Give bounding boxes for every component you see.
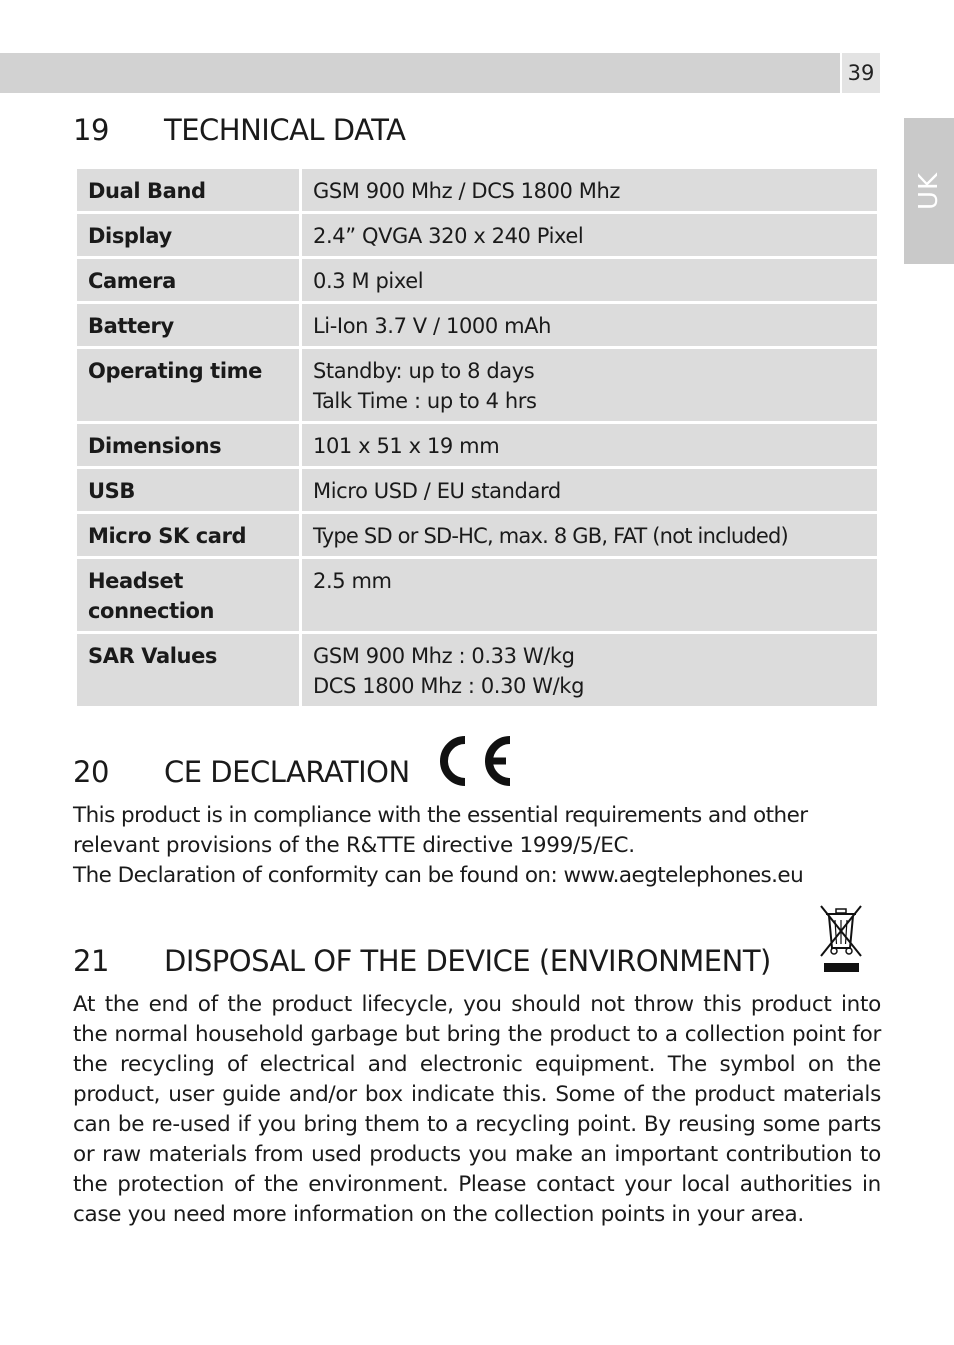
spec-value bbox=[302, 304, 877, 346]
header-bar bbox=[0, 53, 840, 93]
section-number: 21 bbox=[73, 944, 109, 978]
ce-text-line: This product is in compliance with the essential requirements and other bbox=[73, 803, 808, 828]
spec-value-line: DCS 1800 Mhz : 0.30 W/kg bbox=[313, 674, 584, 698]
spec-value bbox=[302, 514, 877, 556]
spec-value-line: Li-Ion 3.7 V / 1000 mAh bbox=[313, 314, 552, 338]
table-row bbox=[77, 559, 877, 631]
spec-key: Operating time bbox=[77, 349, 299, 421]
weee-crossed-bin-icon bbox=[818, 904, 864, 976]
spec-key: SAR Values bbox=[77, 634, 299, 706]
table-row bbox=[77, 514, 877, 556]
table-row bbox=[77, 424, 877, 466]
spec-value-line: Standby: up to 8 days bbox=[313, 359, 535, 383]
table-row bbox=[77, 634, 877, 706]
section-19-heading bbox=[73, 113, 406, 147]
spec-key: Dual Band bbox=[77, 169, 299, 211]
spec-value-line: 2.5 mm bbox=[313, 569, 392, 593]
technical-data-table bbox=[74, 166, 880, 709]
language-tab-label: UK bbox=[914, 171, 944, 211]
spec-value bbox=[302, 214, 877, 256]
table-row bbox=[77, 469, 877, 511]
table-row bbox=[77, 304, 877, 346]
table-row bbox=[77, 349, 877, 421]
spec-value bbox=[302, 634, 877, 706]
section-title: TECHNICAL DATA bbox=[164, 113, 406, 147]
spec-value-line: 0.3 M pixel bbox=[313, 269, 424, 293]
table-row bbox=[77, 259, 877, 301]
spec-key: USB bbox=[77, 469, 299, 511]
page-number: 39 bbox=[842, 53, 880, 93]
spec-key: Headset connection bbox=[77, 559, 299, 631]
spec-value-line: Type SD or SD-HC, max. 8 GB, FAT (not included) bbox=[313, 524, 788, 548]
spec-key: Micro SK card bbox=[77, 514, 299, 556]
ce-text-line: relevant provisions of the R&TTE directive 1999/5/EC. bbox=[73, 833, 635, 858]
language-tab bbox=[904, 118, 954, 264]
spec-value-line: 101 x 51 x 19 mm bbox=[313, 434, 500, 458]
spec-value bbox=[302, 469, 877, 511]
spec-value-line: 2.4” QVGA 320 x 240 Pixel bbox=[313, 224, 584, 248]
spec-value bbox=[302, 169, 877, 211]
spec-value-line: GSM 900 Mhz / DCS 1800 Mhz bbox=[313, 179, 621, 203]
spec-value bbox=[302, 349, 877, 421]
spec-value bbox=[302, 424, 877, 466]
disposal-text: At the end of the product lifecycle, you should not throw this product into the normal household garbage but bring the product to a collection point for the recycling of electrical and electronic equipment. The symbol on the product, user guide and/or box indicate this. Some of the product materials can be re-used if you bring them to a recycling point. By reusing some parts or raw materials from used products you make an important contribution to the protection of the environment. Please contact your local authorities in case you need more information on the collection points in your area. bbox=[73, 992, 881, 1227]
section-number: 19 bbox=[73, 113, 109, 147]
spec-value bbox=[302, 559, 877, 631]
spec-value-line: GSM 900 Mhz : 0.33 W/kg bbox=[313, 644, 575, 668]
table-row bbox=[77, 169, 877, 211]
ce-text-line: The Declaration of conformity can be found on: www.aegtelephones.eu bbox=[73, 863, 804, 888]
section-20-heading bbox=[73, 755, 410, 789]
spec-value-line: Micro USD / EU standard bbox=[313, 479, 561, 503]
section-number: 20 bbox=[73, 755, 109, 789]
spec-key: Dimensions bbox=[77, 424, 299, 466]
section-21-heading bbox=[73, 944, 771, 978]
spec-value-line: Talk Time : up to 4 hrs bbox=[313, 389, 537, 413]
spec-value bbox=[302, 259, 877, 301]
section-title: DISPOSAL OF THE DEVICE (ENVIRONMENT) bbox=[164, 944, 771, 978]
spec-key: Battery bbox=[77, 304, 299, 346]
spec-key: Display bbox=[77, 214, 299, 256]
section-title: CE DECLARATION bbox=[164, 755, 410, 789]
ce-mark-icon bbox=[436, 734, 516, 788]
ce-declaration-text bbox=[73, 801, 881, 891]
table-row bbox=[77, 214, 877, 256]
spec-key: Camera bbox=[77, 259, 299, 301]
